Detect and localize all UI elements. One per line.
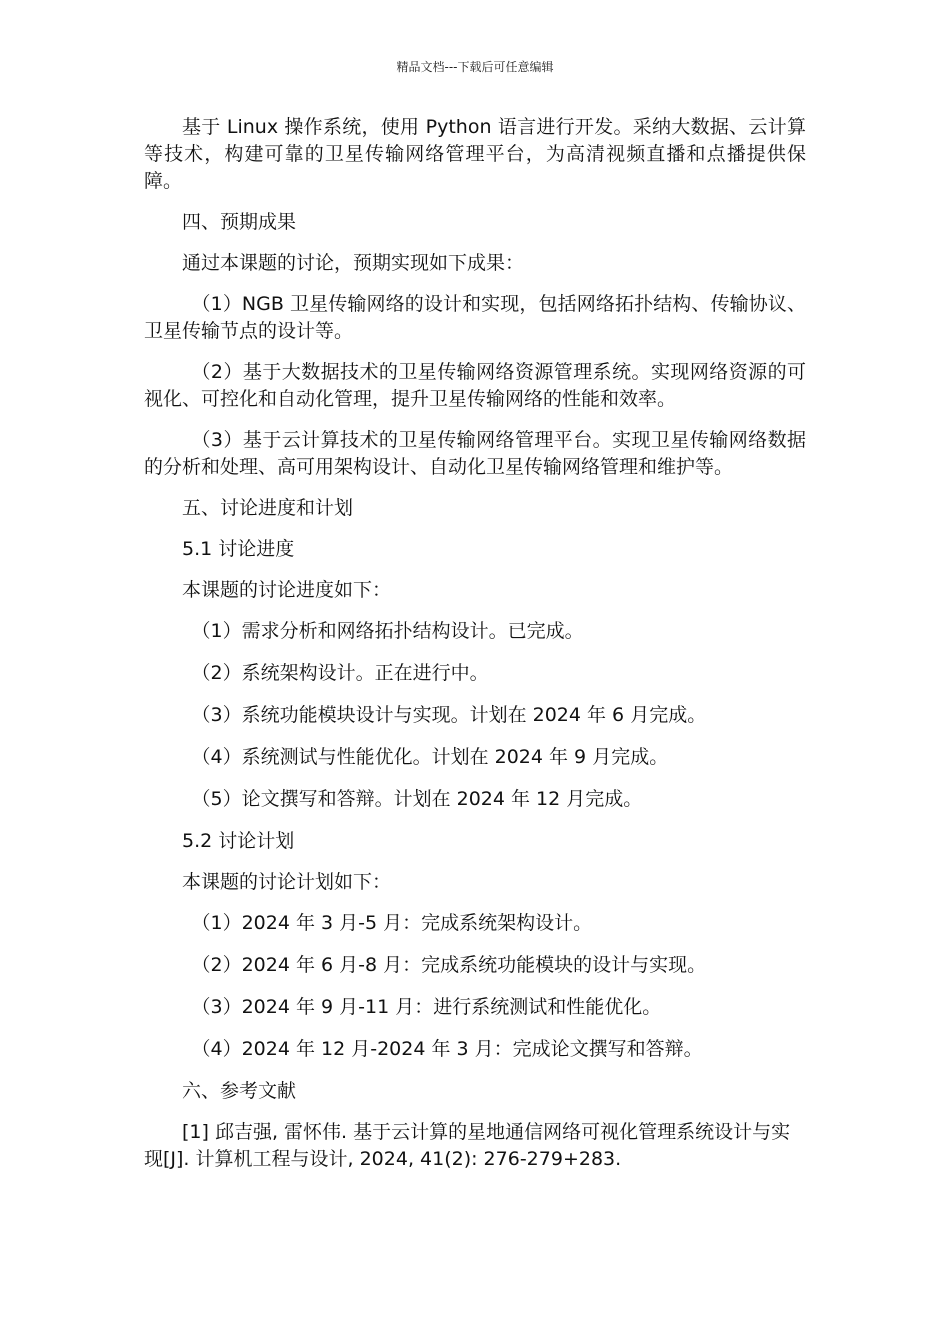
progress-item: （2）系统架构设计。正在进行中。: [191, 662, 489, 684]
document-body: [144, 114, 806, 1173]
plan-item: （1）2024 年 3 月-5 月：完成系统架构设计。: [191, 912, 593, 934]
subsection-5-1-intro: 本课题的讨论进度如下：: [182, 579, 392, 601]
section-heading-5: 五、讨论进度和计划: [182, 497, 354, 519]
reference-item: [1] 邱吉强, 雷怀伟. 基于云计算的星地通信网络可视化管理系统设计与实现[J]. 计算机工程与设计, 2024, 41(2): 276-279+283.: [144, 1121, 791, 1170]
intro-paragraph: 基于 Linux 操作系统，使用 Python 语言进行开发。采纳大数据、云计算等技术，构建可靠的卫星传输网络管理平台，为高清视频直播和点播提供保障。: [144, 116, 806, 192]
plan-item: （3）2024 年 9 月-11 月：进行系统测试和性能优化。: [191, 996, 662, 1018]
plan-item: （2）2024 年 6 月-8 月：完成系统功能模块的设计与实现。: [191, 954, 707, 976]
progress-item: （3）系统功能模块设计与实现。计划在 2024 年 6 月完成。: [191, 704, 707, 726]
page-header: 精品文档---下载后可任意编辑: [396, 60, 554, 74]
section-4-intro: 通过本课题的讨论，预期实现如下成果：: [182, 252, 525, 274]
subsection-heading-5-1: 5.1 讨论进度: [182, 538, 295, 560]
section-heading-4: 四、预期成果: [182, 211, 297, 233]
progress-item: （1）需求分析和网络拓扑结构设计。已完成。: [191, 620, 584, 642]
section-heading-6: 六、参考文献: [182, 1080, 297, 1102]
subsection-5-2-intro: 本课题的讨论计划如下：: [182, 871, 392, 893]
result-item-1: （1）NGB 卫星传输网络的设计和实现，包括网络拓扑结构、传输协议、卫星传输节点的设计等。: [144, 293, 806, 342]
progress-item: （5）论文撰写和答辩。计划在 2024 年 12 月完成。: [191, 788, 643, 810]
result-item-3: （3）基于云计算技术的卫星传输网络管理平台。实现卫星传输网络数据的分析和处理、高可用架构设计、自动化卫星传输网络管理和维护等。: [144, 429, 806, 478]
result-item-2: （2）基于大数据技术的卫星传输网络资源管理系统。实现网络资源的可视化、可控化和自动化管理，提升卫星传输网络的性能和效率。: [144, 361, 806, 410]
plan-item: （4）2024 年 12 月-2024 年 3 月：完成论文撰写和答辩。: [191, 1038, 703, 1060]
progress-item: （4）系统测试与性能优化。计划在 2024 年 9 月完成。: [191, 746, 669, 768]
subsection-heading-5-2: 5.2 讨论计划: [182, 830, 295, 852]
